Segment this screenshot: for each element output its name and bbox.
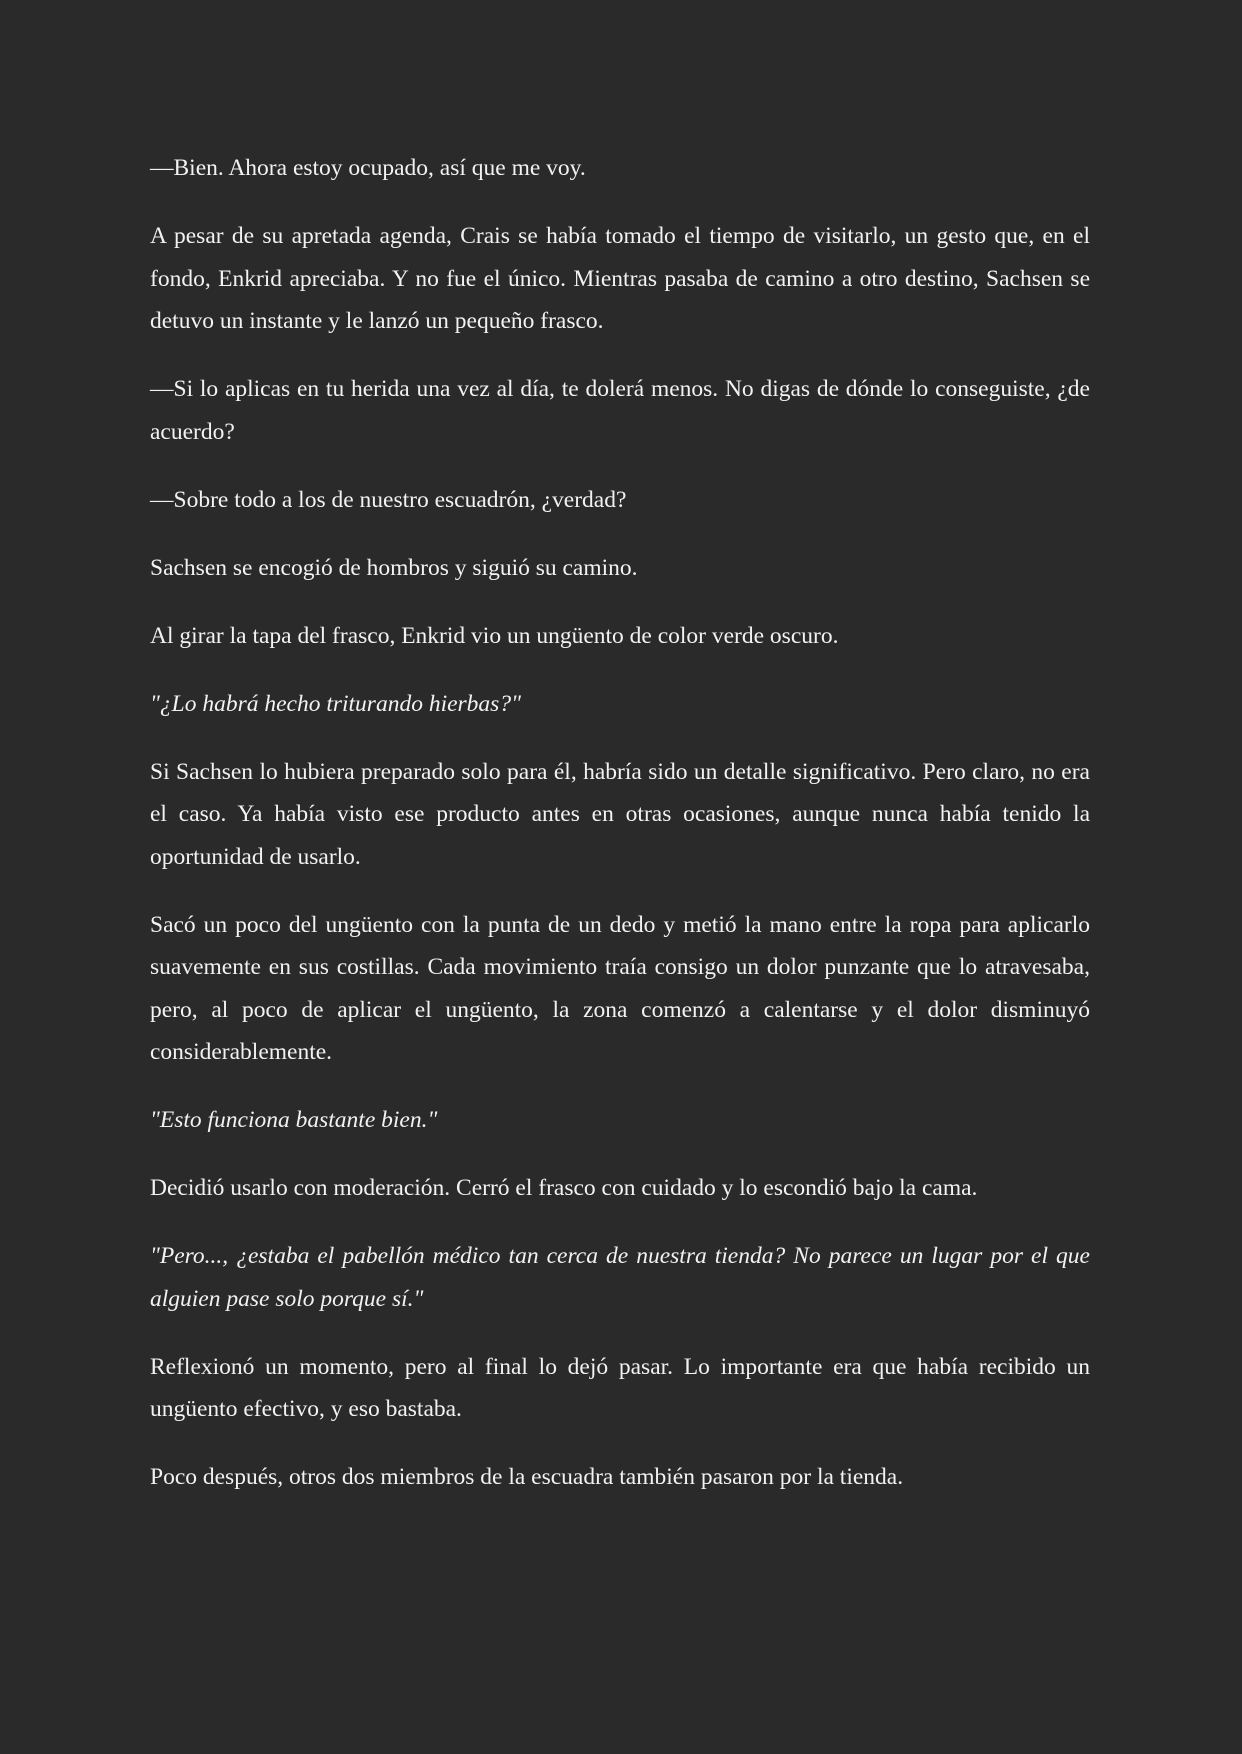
narration-paragraph: Reflexionó un momento, pero al final lo dejó pasar. Lo importante era que había recibido un ungüento efectivo, y eso bastaba. — [150, 1353, 1090, 1422]
narration-paragraph: Decidió usarlo con moderación. Cerró el frasco con cuidado y lo escondió bajo la cama. — [150, 1175, 978, 1201]
dialogue-paragraph: —Si lo aplicas en tu herida una vez al día, te dolerá menos. No digas de dónde lo conseguiste, ¿de acuerdo? — [150, 376, 1090, 445]
narration-paragraph: Sachsen se encogió de hombros y siguió su camino. — [150, 554, 638, 581]
dialogue-paragraph: —Sobre todo a los de nuestro escuadrón, ¿verdad? — [150, 486, 627, 513]
dialogue-paragraph: —Bien. Ahora estoy ocupado, así que me voy. — [150, 155, 586, 181]
thought-paragraph: "Pero..., ¿estaba el pabellón médico tan cerca de nuestra tienda? No parece un lugar por el que alguien pase solo porque sí." — [150, 1243, 1090, 1312]
narration-paragraph: A pesar de su apretada agenda, Crais se había tomado el tiempo de visitarlo, un gesto que, en el fondo, Enkrid apreciaba. Y no fue el único. Mientras pasaba de camino a otro destino, Sachsen se detuvo un instante y le lanzó un pequeño frasco. — [150, 223, 1090, 334]
thought-paragraph: "¿Lo habrá hecho triturando hierbas?" — [150, 690, 521, 717]
thought-paragraph: "Esto funciona bastante bien." — [150, 1107, 438, 1133]
narration-paragraph: Si Sachsen lo hubiera preparado solo para él, habría sido un detalle significativo. Pero claro, no era el caso. Ya había visto ese producto antes en otras ocasiones, aunque nunca había tenido la oportunidad de usarlo. — [150, 758, 1090, 870]
document-page — [150, 147, 1090, 1524]
narration-paragraph: Poco después, otros dos miembros de la escuadra también pasaron por la tienda. — [150, 1464, 904, 1490]
narration-paragraph: Al girar la tapa del frasco, Enkrid vio un ungüento de color verde oscuro. — [150, 622, 839, 649]
narration-paragraph: Sacó un poco del ungüento con la punta de un dedo y metió la mano entre la ropa para aplicarlo suavemente en sus costillas. Cada movimiento traía consigo un dolor punzante que lo atravesaba, pero, al poco de aplicar el ungüento, la zona comenzó a calentarse y el dolor disminuyó considerablemente. — [150, 911, 1090, 1065]
